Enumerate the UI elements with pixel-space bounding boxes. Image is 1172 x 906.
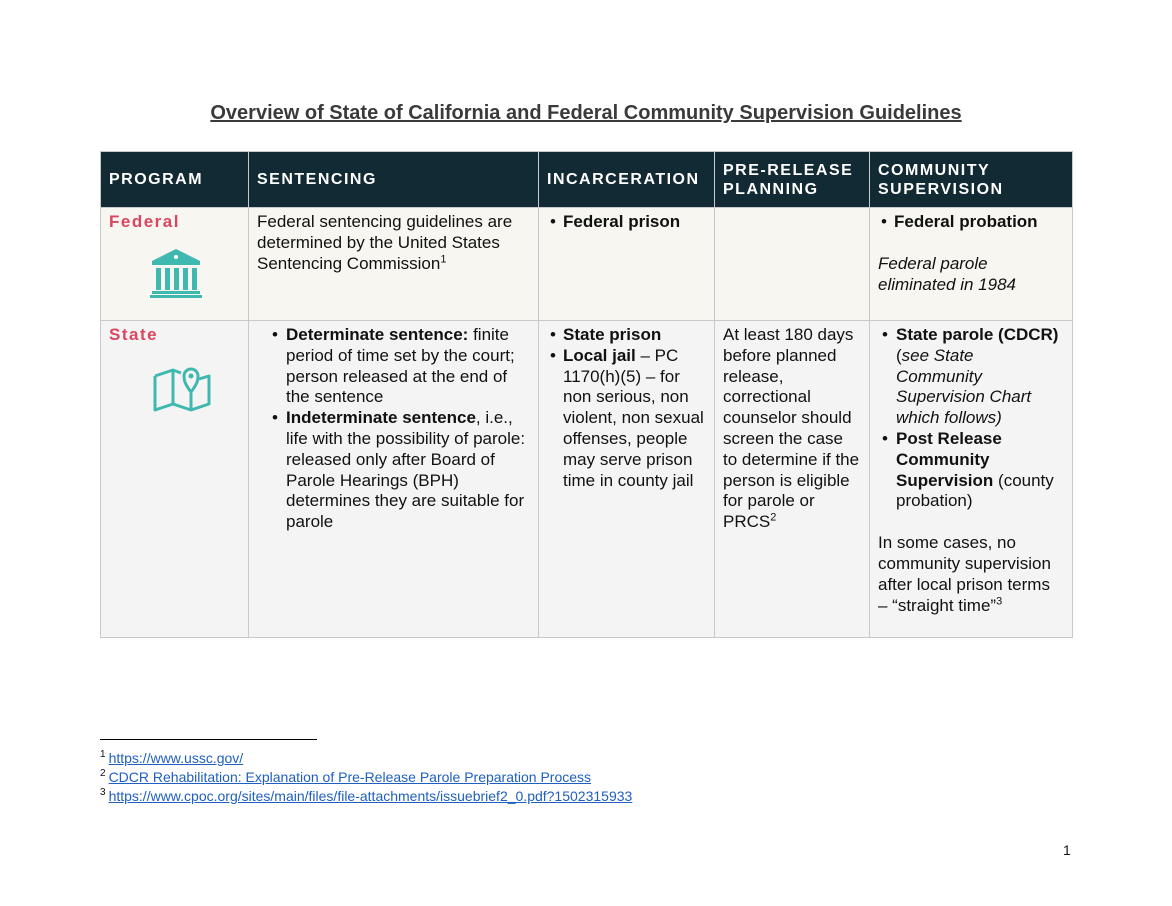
straight-time-note: In some cases, no community supervision after local prison terms – “straight time”	[878, 533, 1051, 615]
footnote-ref-2: 2	[770, 511, 777, 524]
federal-prison-text: Federal prison	[563, 212, 681, 231]
footnote-ref-1: 1	[440, 252, 447, 265]
footnote-divider	[100, 739, 317, 740]
document-title: Overview of State of California and Federal Community Supervision Guidelines	[210, 102, 962, 124]
state-sentencing-cell	[249, 321, 539, 638]
prcs-term: Post Release Community Supervision	[896, 428, 1002, 490]
federal-supervision-list	[878, 212, 1064, 233]
bank-building-icon	[149, 247, 203, 299]
list-item	[563, 346, 706, 492]
list-item	[563, 212, 706, 233]
footnote-link-cpoc[interactable]: https://www.cpoc.org/sites/main/files/file-attachments/issuebrief2_0.pdf?1502315933	[108, 788, 633, 804]
federal-sentencing-text: Federal sentencing guidelines are determined by the United States Sentencing Commission	[257, 212, 513, 273]
supervision-table	[100, 151, 1073, 638]
footnote-3	[100, 787, 632, 805]
state-supervision-list	[878, 325, 1064, 512]
header-sentencing: SENTENCING	[249, 152, 539, 208]
footnote-ref-3: 3	[996, 594, 1003, 607]
footnote-link-cdcr[interactable]: CDCR Rehabilitation: Explanation of Pre-Release Parole Preparation Process	[108, 769, 592, 785]
state-parole-note: see State Community Supervision Chart which follows)	[896, 345, 1032, 428]
list-item	[896, 429, 1064, 512]
state-prerelease-cell	[715, 321, 870, 638]
header-program: PROGRAM	[101, 152, 249, 208]
local-jail-desc: – PC 1170(h)(5) – for non serious, non violent, non sexual offenses, people may serve prison time in county jail	[563, 345, 704, 490]
state-sentencing-list	[257, 325, 530, 533]
footnote-1	[100, 749, 243, 767]
table-row-state	[101, 321, 1073, 638]
indeterminate-sentence-term: Indeterminate sentence	[286, 408, 476, 428]
federal-label: Federal	[109, 212, 180, 231]
state-incarceration-cell	[539, 321, 715, 638]
state-prison-text: State prison	[563, 325, 662, 344]
list-item	[894, 212, 1064, 233]
page-number: 1	[1063, 842, 1071, 858]
federal-sentencing-cell	[249, 208, 539, 321]
federal-incarceration-cell	[539, 208, 715, 321]
list-item	[896, 325, 1064, 429]
determinate-sentence-term: Determinate sentence:	[286, 325, 469, 344]
determinate-sentence-desc: finite period of time set by the court; person released at the end of the sentence	[286, 325, 515, 407]
table-row-federal	[101, 208, 1073, 321]
list-item	[286, 408, 530, 533]
table-header-row	[101, 152, 1073, 208]
state-incarceration-list	[547, 325, 706, 491]
footnote-2	[100, 768, 591, 786]
state-label: State	[109, 325, 159, 344]
state-program-cell	[101, 321, 249, 638]
header-pre-release-planning: PRE-RELEASE PLANNING	[715, 152, 870, 208]
state-supervision-cell	[870, 321, 1073, 638]
federal-incarceration-list	[547, 212, 706, 233]
state-parole-term: State parole (CDCR)	[896, 325, 1059, 344]
list-item	[563, 325, 706, 346]
state-parole-paren: (	[896, 345, 902, 365]
federal-probation-text: Federal probation	[894, 212, 1038, 231]
footnote-link-ussc[interactable]: https://www.ussc.gov/	[108, 750, 244, 766]
footnote-number: 2	[100, 768, 106, 780]
indeterminate-sentence-desc: , i.e., life with the possibility of parole: released only after Board of Parole Hearings (BPH) determines they are suitable for parole	[286, 408, 526, 532]
header-community-supervision: COMMUNITY SUPERVISION	[870, 152, 1073, 208]
map-pin-icon	[151, 362, 215, 414]
local-jail-term: Local jail	[563, 345, 636, 365]
federal-parole-note: Federal parole eliminated in 1984	[878, 253, 1016, 294]
state-prerelease-text: At least 180 days before planned release, correctional counselor should screen the case to determine if the person is eligible for parole or PRCS	[723, 325, 860, 532]
federal-prerelease-cell	[715, 208, 870, 321]
footnote-number: 1	[100, 749, 106, 761]
prcs-desc: (county probation)	[896, 470, 1054, 511]
federal-program-cell	[101, 208, 249, 321]
list-item	[286, 325, 530, 408]
header-incarceration: INCARCERATION	[539, 152, 715, 208]
federal-supervision-cell	[870, 208, 1073, 321]
footnote-number: 3	[100, 787, 106, 799]
